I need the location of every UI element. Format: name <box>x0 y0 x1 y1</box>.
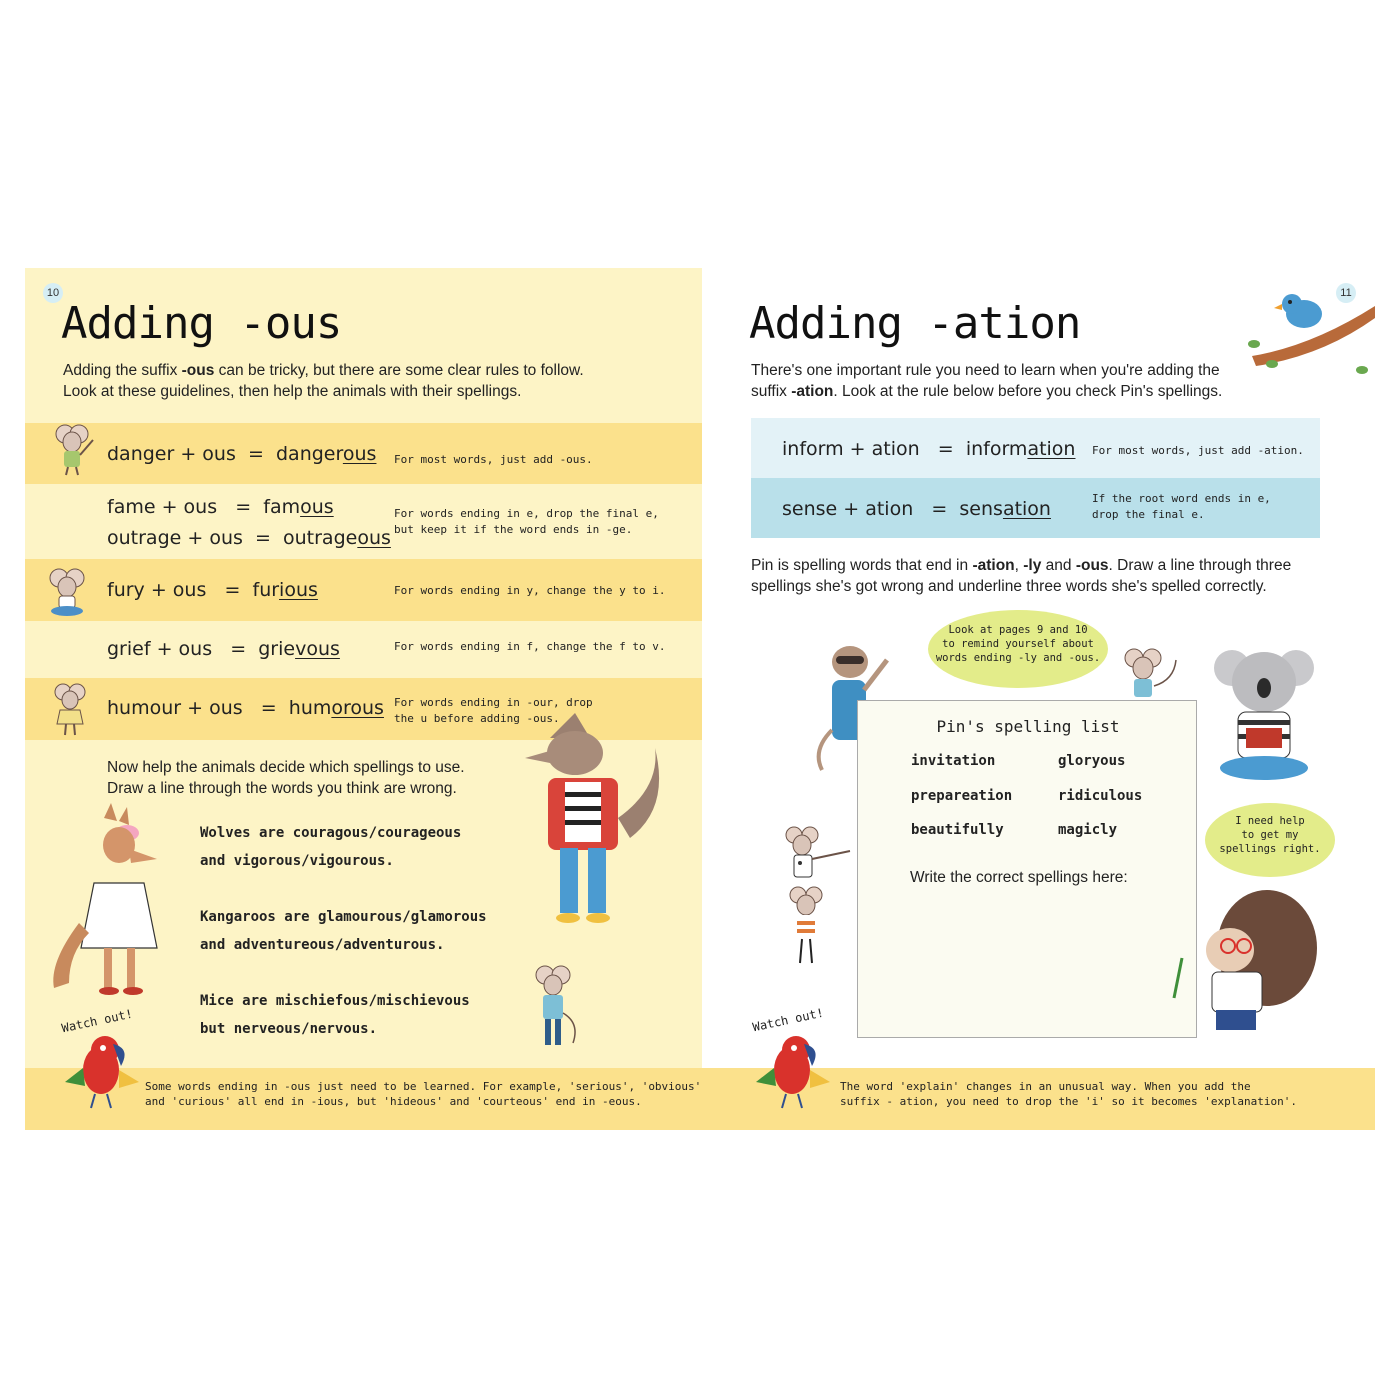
equation: inform + ation = information <box>782 438 1076 460</box>
spelling-word[interactable]: gloryous <box>1058 753 1126 769</box>
rule-text: For most words, just add -ation. <box>1092 444 1304 457</box>
watch-out-label: Watch out! <box>751 1005 825 1035</box>
equation: outrage + ous = outrageous <box>107 527 391 549</box>
intro-text: There's one important rule you need to learn when you're adding the suffix -ation. Look at the rule below before you check Pin's spellings. <box>751 362 1223 400</box>
rule-text: For most words, just add -ous. <box>394 453 593 466</box>
spelling-word[interactable]: beautifully <box>911 822 1004 838</box>
rule-text: For words ending in y, change the y to i. <box>394 584 666 597</box>
equation: fury + ous = furious <box>107 579 318 601</box>
intro-text: Adding the suffix -ous can be tricky, but there are some clear rules to follow. Look at these guidelines, then help the animals with their spellings. <box>63 362 584 400</box>
rule-text: For words ending in f, change the f to v. <box>394 640 666 653</box>
writing-prompt: Write the correct spellings here: <box>910 869 1128 886</box>
koala-illustration <box>1212 646 1317 791</box>
mouse-illustration <box>43 420 101 476</box>
page-number: 11 <box>1336 283 1356 303</box>
left-page <box>25 268 702 1130</box>
equation: danger + ous = dangerous <box>107 443 377 465</box>
hedgehog-illustration <box>1172 888 1317 1038</box>
tip-text: The word 'explain' changes in an unusual way. When you add the suffix - ation, you need to drop the 'i' so it becomes 'explanation'. <box>840 1080 1297 1108</box>
rule-text: If the root word ends in e, <box>1092 492 1271 505</box>
parrot-illustration <box>63 1030 143 1112</box>
speech-bubble: I need help to get my spellings right. <box>1205 803 1335 877</box>
mice-illustration <box>772 823 854 973</box>
rule-text: drop the final e. <box>1092 508 1205 521</box>
spelling-word[interactable]: ridiculous <box>1058 788 1143 804</box>
equation: grief + ous = grievous <box>107 638 340 660</box>
sentence-kangaroos: Kangaroos are glamourous/glamorous and adventureous/adventurous. <box>200 909 487 953</box>
spelling-list-card <box>857 700 1197 1038</box>
wolf-illustration <box>520 708 665 928</box>
page-number: 10 <box>43 283 63 303</box>
speech-bubble: Look at pages 9 and 10 to remind yourself about words ending -ly and -ous. <box>928 610 1108 688</box>
equation: fame + ous = famous <box>107 496 334 518</box>
rule-text: the u before adding -ous. <box>394 712 560 725</box>
equation: humour + ous = humorous <box>107 697 384 719</box>
tip-text: Some words ending in -ous just need to be learned. For example, 'serious', 'obvious' and 'curious' all end in -ious, but 'hideous' and 'courteous' end in -eous. <box>145 1080 702 1108</box>
spelling-word[interactable]: prepareation <box>911 788 1013 804</box>
card-title: Pin's spelling list <box>936 717 1120 736</box>
mouse-illustration <box>525 963 581 1053</box>
equation: sense + ation = sensation <box>782 498 1051 520</box>
mouse-illustration <box>1112 646 1182 701</box>
sentence-wolves: Wolves are couragous/courageous and vigorous/vigourous. <box>200 825 462 869</box>
bird-illustration <box>1242 286 1375 378</box>
kangaroo-illustration <box>49 803 169 1003</box>
parrot-illustration <box>754 1028 834 1112</box>
task-text: Pin is spelling words that end in -ation, -ly and -ous. Draw a line through three spellings she's got wrong and underline three words she's spelled correctly. <box>751 557 1292 595</box>
right-page <box>702 268 1375 1130</box>
page-title: Adding -ous <box>61 298 342 349</box>
spelling-word[interactable]: magicly <box>1058 822 1118 838</box>
page-title: Adding -ation <box>749 298 1081 349</box>
mouse-illustration <box>45 680 97 738</box>
watch-out-label: Watch out! <box>60 1006 134 1036</box>
rule-text: but keep it if the word ends in -ge. <box>394 523 633 536</box>
rule-text: For words ending in -our, drop <box>394 696 593 709</box>
sentence-mice: Mice are mischiefous/mischievous but nerveous/nervous. <box>200 993 470 1037</box>
rule-text: For words ending in e, drop the final e, <box>394 507 659 520</box>
instructions: Now help the animals decide which spellings to use. Draw a line through the words you think are wrong. <box>107 759 465 797</box>
mouse-illustration <box>39 566 95 618</box>
spelling-word[interactable]: invitation <box>911 753 996 769</box>
